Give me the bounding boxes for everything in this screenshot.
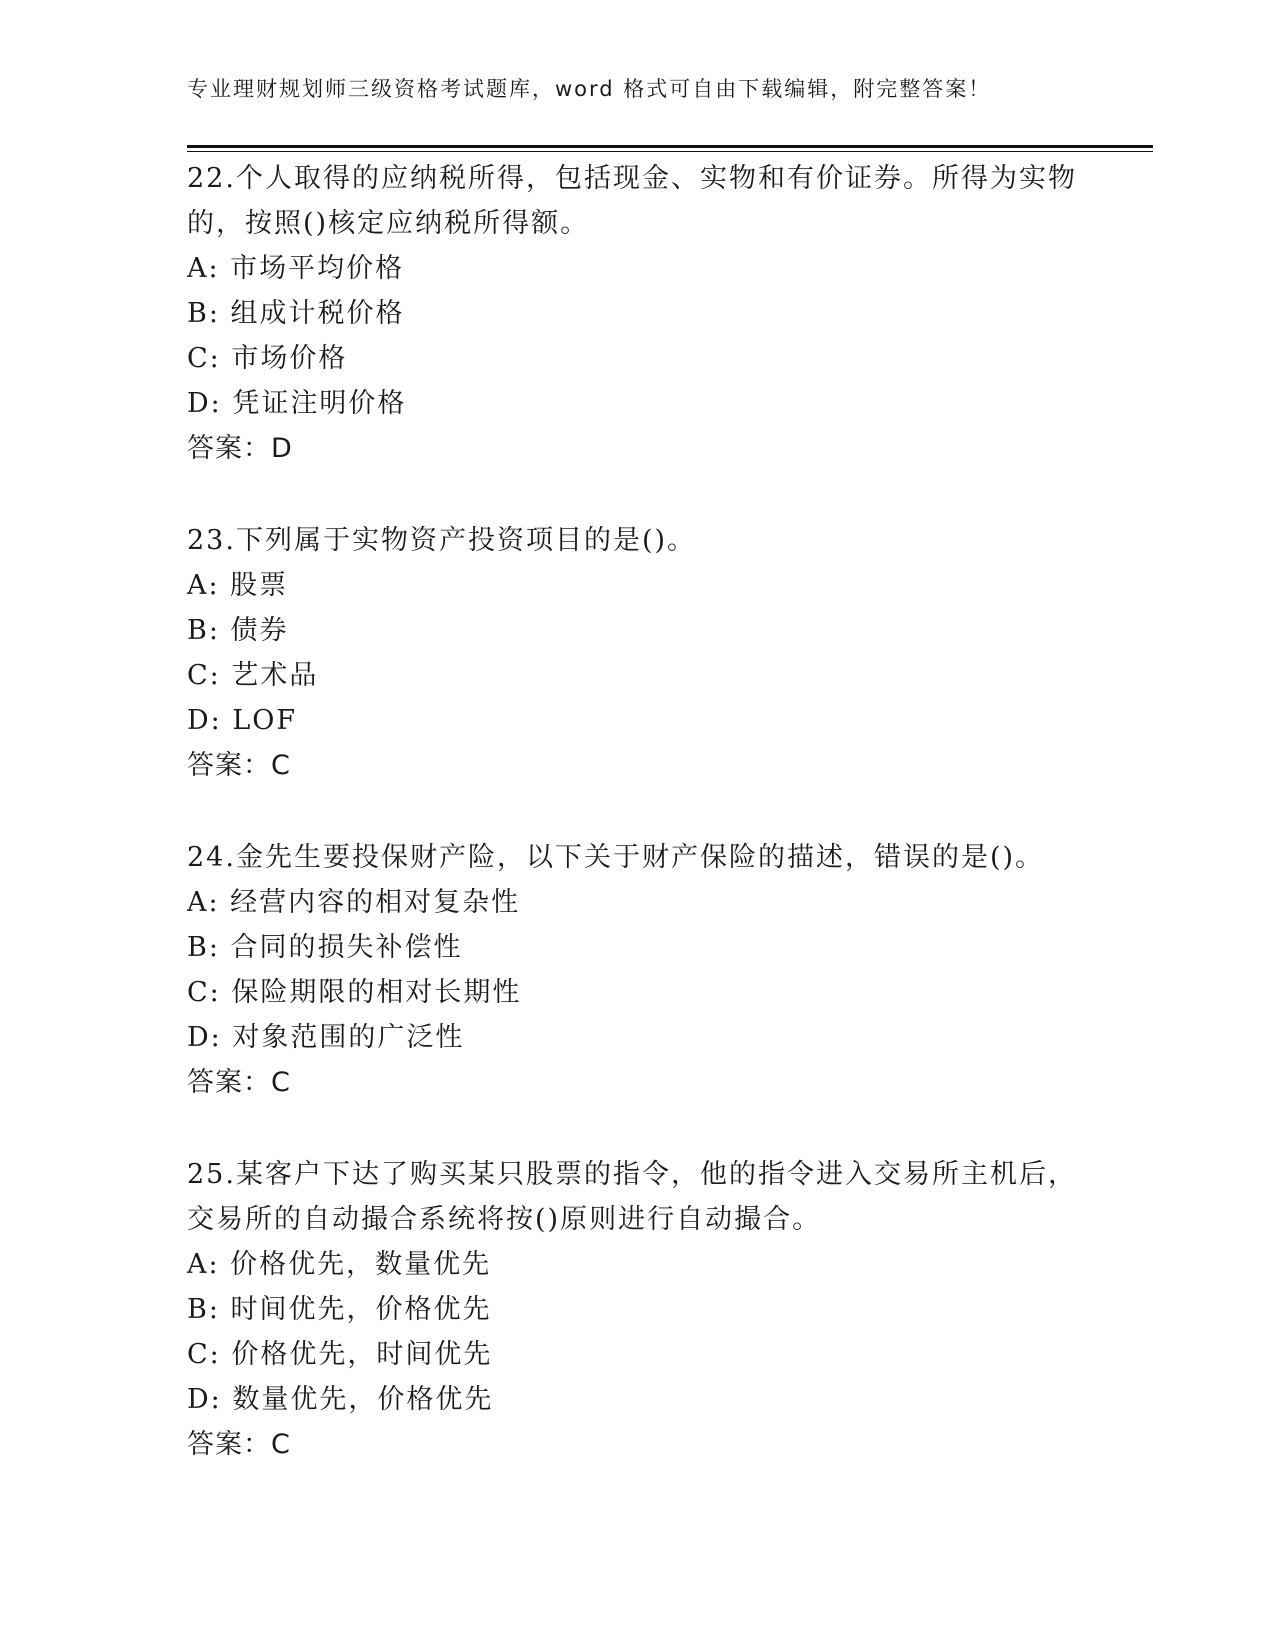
option-a: A: 市场平均价格 [187,253,405,284]
option-d: D: 凭证注明价格 [187,388,407,419]
option-b: B: 组成计税价格 [187,298,405,329]
question-stem-continued: 的，按照()核定应纳税所得额。 [187,208,590,239]
question-25 [187,1152,1087,1467]
question-stem-continued: 交易所的自动撮合系统将按()原则进行自动撮合。 [187,1204,822,1235]
option-b: B: 时间优先，价格优先 [187,1294,492,1325]
answer: 答案：C [187,750,291,781]
question-24 [187,835,1087,1105]
spacer [187,471,1087,518]
option-a: A: 价格优先，数量优先 [187,1249,492,1280]
spacer [187,1105,1087,1152]
page-header: 专业理财规划师三级资格考试题库，word 格式可自由下载编辑，附完整答案！ [187,77,992,101]
answer: 答案：C [187,1067,291,1098]
question-22 [187,156,1087,471]
question-stem: 23.下列属于实物资产投资项目的是()。 [187,525,697,556]
option-a: A: 经营内容的相对复杂性 [187,887,521,918]
option-c: C: 保险期限的相对长期性 [187,977,522,1008]
option-d: D: LOF [187,705,298,736]
question-list [187,156,1087,1467]
option-c: C: 艺术品 [187,660,319,691]
answer: 答案：C [187,1429,291,1460]
question-stem: 22.个人取得的应纳税所得，包括现金、实物和有价证券。所得为实物 [187,163,1077,194]
header-rule-thick [187,145,1153,148]
header-rule-thin [187,151,1153,152]
option-d: D: 数量优先，价格优先 [187,1384,494,1415]
question-stem: 25.某客户下达了购买某只股票的指令，他的指令进入交易所主机后， [187,1159,1077,1190]
option-c: C: 市场价格 [187,343,348,374]
option-d: D: 对象范围的广泛性 [187,1022,465,1053]
option-c: C: 价格优先，时间优先 [187,1339,493,1370]
answer: 答案：D [187,433,293,464]
spacer [187,788,1087,835]
option-b: B: 合同的损失补偿性 [187,932,463,963]
option-a: A: 股票 [187,570,289,601]
option-b: B: 债券 [187,615,289,646]
question-stem: 24.金先生要投保财产险，以下关于财产保险的描述，错误的是()。 [187,842,1045,873]
question-23 [187,518,1087,788]
